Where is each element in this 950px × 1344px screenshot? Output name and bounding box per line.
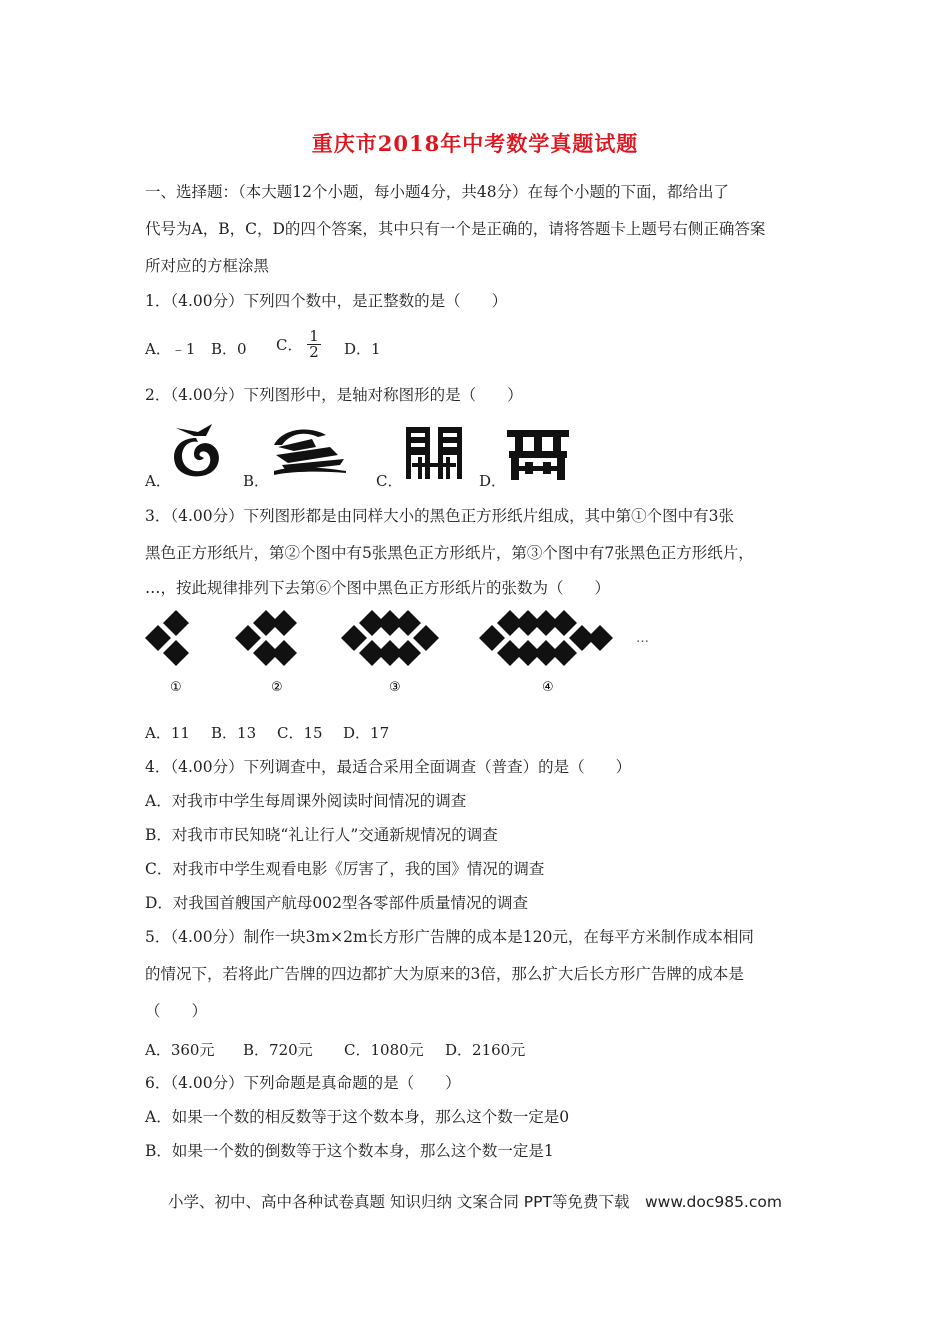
q3-figure-label-1: ① bbox=[170, 680, 182, 695]
q3-figure-4 bbox=[479, 610, 613, 666]
q2-figure-b bbox=[268, 425, 348, 477]
q5-line-2: 的情况下，若将此广告牌的四边都扩大为原来的3倍，那么扩大后长方形广告牌的成本是 bbox=[145, 965, 744, 983]
q1-option-c-prefix: C． bbox=[276, 336, 303, 354]
section-intro-line-2: 代号为A，B，C，D的四个答案，其中只有一个是正确的，请将答题卡上题号右侧正确答案 bbox=[145, 220, 766, 238]
q3-option-c: C．15 bbox=[277, 724, 323, 742]
q2-label-c: C． bbox=[376, 472, 403, 490]
q5-option-c: C．1080元 bbox=[344, 1041, 424, 1059]
q3-figure-2 bbox=[235, 610, 297, 666]
q4-option-d: D．对我国首艘国产航母002型各零部件质量情况的调查 bbox=[145, 894, 529, 912]
q4-option-c: C．对我市中学生观看电影《厉害了，我的国》情况的调查 bbox=[145, 860, 545, 878]
q6-option-a: A．如果一个数的相反数等于这个数本身，那么这个数一定是0 bbox=[145, 1108, 570, 1126]
q3-line-3: …，按此规律排列下去第⑥个图中黑色正方形纸片的张数为（ ） bbox=[145, 579, 611, 597]
q3-option-b: B．13 bbox=[211, 724, 257, 742]
q5-option-b: B．720元 bbox=[243, 1041, 313, 1059]
q3-line-1: 3．（4.00分）下列图形都是由同样大小的黑色正方形纸片组成，其中第①个图中有3张 bbox=[145, 507, 734, 525]
q2-label-b: B． bbox=[243, 472, 270, 490]
q5-line-1: 5．（4.00分）制作一块3m×2m长方形广告牌的成本是120元，在每平方米制作成本相同 bbox=[145, 928, 754, 946]
q2-label-a: A． bbox=[145, 472, 171, 490]
q1-option-c bbox=[276, 329, 321, 360]
q5-line-3: （ ） bbox=[145, 1002, 208, 1020]
q1-fraction bbox=[307, 329, 321, 360]
q1-option-a: A．﹣1 bbox=[145, 340, 196, 358]
q3-figure-label-2: ② bbox=[271, 680, 283, 695]
q1-fraction-numerator: 1 bbox=[309, 327, 319, 345]
q6-option-b: B．如果一个数的倒数等于这个数本身，那么这个数一定是1 bbox=[145, 1142, 554, 1160]
q5-option-a: A．360元 bbox=[145, 1041, 215, 1059]
q2-stem: 2．（4.00分）下列图形中，是轴对称图形的是（ ） bbox=[145, 386, 523, 404]
page-footer: 小学、初中、高中各种试卷真题 知识归纳 文案合同 PPT等免费下载 www.doc985.com bbox=[168, 1193, 782, 1211]
q3-figure-1 bbox=[145, 610, 189, 666]
section-intro-line-3: 所对应的方框涂黑 bbox=[145, 257, 270, 275]
q3-ellipsis: … bbox=[636, 631, 649, 646]
q1-option-b: B．0 bbox=[211, 340, 247, 358]
q4-option-b: B．对我市市民知晓“礼让行人”交通新规情况的调查 bbox=[145, 826, 498, 844]
q3-figure-label-3: ③ bbox=[389, 680, 401, 695]
q2-figure-a bbox=[168, 422, 224, 480]
q3-figure-label-4: ④ bbox=[542, 680, 554, 695]
q3-option-d: D．17 bbox=[343, 724, 390, 742]
q3-line-2: 黑色正方形纸片，第②个图中有5张黑色正方形纸片，第③个图中有7张黑色正方形纸片， bbox=[145, 544, 754, 562]
q2-figure-d bbox=[507, 430, 569, 480]
q4-option-a: A．对我市中学生每周课外阅读时间情况的调查 bbox=[145, 792, 467, 810]
page-title: 重庆市2018年中考数学真题试题 bbox=[311, 131, 639, 156]
q5-option-d: D．2160元 bbox=[445, 1041, 526, 1059]
q2-label-d: D． bbox=[479, 472, 507, 490]
q3-option-a: A．11 bbox=[145, 724, 190, 742]
q3-figure-3 bbox=[341, 610, 439, 666]
q1-fraction-denominator: 2 bbox=[309, 343, 319, 361]
q1-option-d: D．1 bbox=[344, 340, 381, 358]
section-intro-line-1: 一、选择题：（本大题12个小题，每小题4分，共48分）在每个小题的下面，都给出了 bbox=[145, 183, 730, 201]
q2-figure-c bbox=[406, 427, 462, 479]
q3-pattern-figures bbox=[140, 605, 660, 700]
q1-stem: 1．（4.00分）下列四个数中，是正整数的是（ ） bbox=[145, 292, 508, 310]
q4-stem: 4．（4.00分）下列调查中，最适合采用全面调查（普查）的是（ ） bbox=[145, 758, 632, 776]
q6-stem: 6．（4.00分）下列命题是真命题的是（ ） bbox=[145, 1074, 461, 1092]
